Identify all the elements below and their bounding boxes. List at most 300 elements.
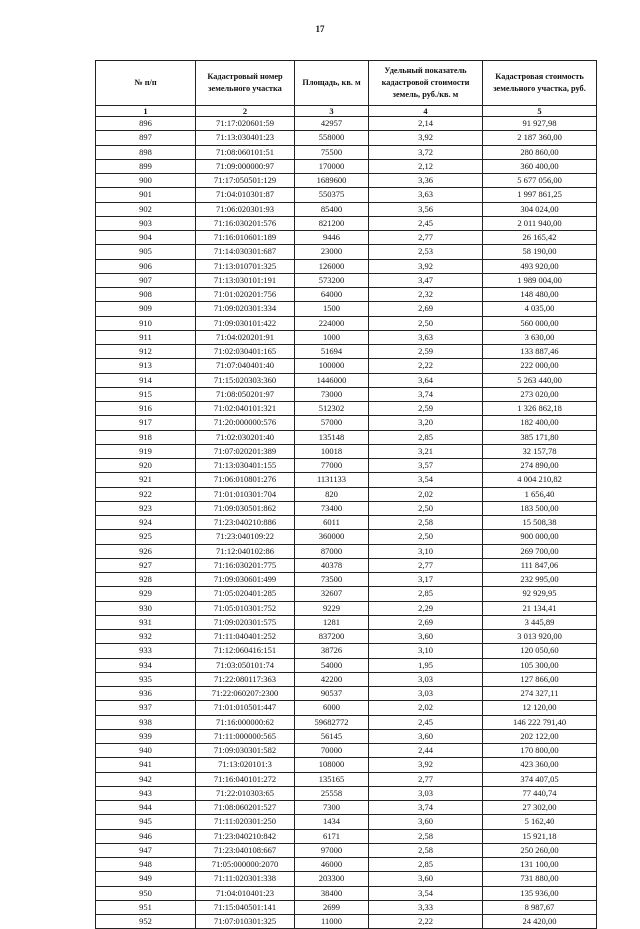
cadastral-number-cell: 71:16:030201:576	[196, 216, 295, 230]
area-cell: 1281	[295, 615, 369, 629]
cadastral-value-cell: 731 880,00	[483, 872, 597, 886]
cadastral-number-cell: 71:17:050501:129	[196, 174, 295, 188]
cadastral-value-cell: 146 222 791,40	[483, 715, 597, 729]
cadastral-number-cell: 71:11:040401:252	[196, 630, 295, 644]
specific-indicator-cell: 3,54	[369, 886, 483, 900]
table-header-row	[96, 61, 597, 106]
area-cell: 6011	[295, 516, 369, 530]
row-number-cell: 948	[96, 858, 196, 872]
area-cell: 558000	[295, 131, 369, 145]
cadastral-number-cell: 71:16:040101:272	[196, 772, 295, 786]
cadastral-value-cell: 900 000,00	[483, 530, 597, 544]
cadastral-number-cell: 71:04:020201:91	[196, 330, 295, 344]
area-cell: 224000	[295, 316, 369, 330]
row-number-cell: 918	[96, 430, 196, 444]
table-row	[96, 430, 597, 444]
row-number-cell: 936	[96, 687, 196, 701]
cadastral-value-cell: 374 407,05	[483, 772, 597, 786]
specific-indicator-cell: 2,14	[369, 117, 483, 131]
cadastral-value-cell: 360 400,00	[483, 159, 597, 173]
column-number: 1	[96, 106, 196, 117]
cadastral-value-cell: 182 400,00	[483, 416, 597, 430]
row-number-cell: 902	[96, 202, 196, 216]
area-cell: 170000	[295, 159, 369, 173]
specific-indicator-cell: 2,85	[369, 430, 483, 444]
specific-indicator-cell: 3,36	[369, 174, 483, 188]
area-cell: 59682772	[295, 715, 369, 729]
table-row	[96, 345, 597, 359]
table-row	[96, 444, 597, 458]
row-number-cell: 899	[96, 159, 196, 173]
specific-indicator-cell: 2,59	[369, 345, 483, 359]
table-row	[96, 273, 597, 287]
specific-indicator-cell: 3,92	[369, 131, 483, 145]
specific-indicator-cell: 2,58	[369, 843, 483, 857]
specific-indicator-cell: 3,72	[369, 145, 483, 159]
header-cadastral-number: Кадастровый номер земельного участка	[196, 61, 295, 106]
table-row	[96, 630, 597, 644]
table-row	[96, 615, 597, 629]
cadastral-value-cell: 21 134,41	[483, 601, 597, 615]
area-cell: 38726	[295, 644, 369, 658]
row-number-cell: 897	[96, 131, 196, 145]
row-number-cell: 907	[96, 273, 196, 287]
cadastral-value-cell: 148 480,00	[483, 288, 597, 302]
area-cell: 90537	[295, 687, 369, 701]
area-cell: 6000	[295, 701, 369, 715]
cadastral-number-cell: 71:15:020303:360	[196, 373, 295, 387]
row-number-cell: 927	[96, 558, 196, 572]
cadastral-number-cell: 71:05:000000:2070	[196, 858, 295, 872]
row-number-cell: 916	[96, 402, 196, 416]
row-number-cell: 901	[96, 188, 196, 202]
row-number-cell: 924	[96, 516, 196, 530]
column-number: 5	[483, 106, 597, 117]
row-number-cell: 931	[96, 615, 196, 629]
specific-indicator-cell: 2,32	[369, 288, 483, 302]
cadastral-value-cell: 1 326 862,18	[483, 402, 597, 416]
row-number-cell: 898	[96, 145, 196, 159]
header-specific-indicator: Удельный показатель кадастровой стоимости земель, руб./кв. м	[369, 61, 483, 106]
specific-indicator-cell: 2,69	[369, 302, 483, 316]
specific-indicator-cell: 3,60	[369, 630, 483, 644]
cadastral-number-cell: 71:23:040210:842	[196, 829, 295, 843]
row-number-cell: 930	[96, 601, 196, 615]
specific-indicator-cell: 2,22	[369, 359, 483, 373]
row-number-cell: 952	[96, 915, 196, 929]
cadastral-number-cell: 71:22:080117:363	[196, 672, 295, 686]
cadastral-value-cell: 120 050,60	[483, 644, 597, 658]
row-number-cell: 923	[96, 501, 196, 515]
area-cell: 70000	[295, 744, 369, 758]
table-row	[96, 900, 597, 914]
cadastral-value-cell: 24 420,00	[483, 915, 597, 929]
specific-indicator-cell: 3,74	[369, 387, 483, 401]
specific-indicator-cell: 3,74	[369, 801, 483, 815]
area-cell: 38400	[295, 886, 369, 900]
cadastral-number-cell: 71:14:030301:687	[196, 245, 295, 259]
cadastral-value-cell: 3 013 920,00	[483, 630, 597, 644]
area-cell: 9229	[295, 601, 369, 615]
cadastral-number-cell: 71:09:020301:334	[196, 302, 295, 316]
specific-indicator-cell: 3,21	[369, 444, 483, 458]
table-row	[96, 843, 597, 857]
cadastral-number-cell: 71:16:000000:62	[196, 715, 295, 729]
cadastral-number-cell: 71:02:040101:321	[196, 402, 295, 416]
specific-indicator-cell: 3,03	[369, 786, 483, 800]
table-row	[96, 801, 597, 815]
table-row	[96, 459, 597, 473]
cadastral-number-cell: 71:13:030101:191	[196, 273, 295, 287]
row-number-cell: 905	[96, 245, 196, 259]
cadastral-value-cell: 3 630,00	[483, 330, 597, 344]
cadastral-value-cell: 111 847,06	[483, 558, 597, 572]
cadastral-value-cell: 32 157,78	[483, 444, 597, 458]
table-row	[96, 131, 597, 145]
row-number-cell: 909	[96, 302, 196, 316]
cadastral-value-cell: 232 995,00	[483, 573, 597, 587]
specific-indicator-cell: 2,50	[369, 316, 483, 330]
cadastral-number-cell: 71:13:020101:3	[196, 758, 295, 772]
row-number-cell: 929	[96, 587, 196, 601]
table-row	[96, 373, 597, 387]
cadastral-value-cell: 269 700,00	[483, 544, 597, 558]
cadastral-number-cell: 71:22:010303:65	[196, 786, 295, 800]
specific-indicator-cell: 3,63	[369, 188, 483, 202]
area-cell: 25558	[295, 786, 369, 800]
area-cell: 6171	[295, 829, 369, 843]
specific-indicator-cell: 3,60	[369, 815, 483, 829]
table-row	[96, 886, 597, 900]
table-row	[96, 330, 597, 344]
cadastral-number-cell: 71:09:030501:862	[196, 501, 295, 515]
table-row	[96, 715, 597, 729]
cadastral-value-cell: 304 024,00	[483, 202, 597, 216]
table-row	[96, 530, 597, 544]
specific-indicator-cell: 3,60	[369, 872, 483, 886]
table-body	[96, 117, 597, 929]
area-cell: 42200	[295, 672, 369, 686]
area-cell: 42957	[295, 117, 369, 131]
cadastral-value-cell: 202 122,00	[483, 729, 597, 743]
table-row	[96, 858, 597, 872]
row-number-cell: 935	[96, 672, 196, 686]
row-number-cell: 945	[96, 815, 196, 829]
cadastral-number-cell: 71:01:020201:756	[196, 288, 295, 302]
specific-indicator-cell: 3,03	[369, 687, 483, 701]
table-row	[96, 516, 597, 530]
row-number-cell: 937	[96, 701, 196, 715]
table-row	[96, 729, 597, 743]
row-number-cell: 951	[96, 900, 196, 914]
row-number-cell: 917	[96, 416, 196, 430]
cadastral-value-cell: 274 890,00	[483, 459, 597, 473]
table-row	[96, 573, 597, 587]
area-cell: 85400	[295, 202, 369, 216]
cadastral-number-cell: 71:01:010501:447	[196, 701, 295, 715]
cadastral-value-cell: 493 920,00	[483, 259, 597, 273]
cadastral-value-cell: 15 508,38	[483, 516, 597, 530]
cadastral-number-cell: 71:08:060101:51	[196, 145, 295, 159]
specific-indicator-cell: 3,56	[369, 202, 483, 216]
cadastral-number-cell: 71:03:050101:74	[196, 658, 295, 672]
column-number: 3	[295, 106, 369, 117]
table-row	[96, 601, 597, 615]
header-cadastral-value: Кадастровая стоимость земельного участка, руб.	[483, 61, 597, 106]
row-number-cell: 926	[96, 544, 196, 558]
cadastral-value-cell: 8 987,67	[483, 900, 597, 914]
row-number-cell: 947	[96, 843, 196, 857]
row-number-cell: 925	[96, 530, 196, 544]
cadastral-number-cell: 71:13:010701:325	[196, 259, 295, 273]
cadastral-number-cell: 71:17:020601:59	[196, 117, 295, 131]
cadastral-number-cell: 71:06:020301:93	[196, 202, 295, 216]
table-row	[96, 687, 597, 701]
cadastral-value-cell: 1 656,40	[483, 487, 597, 501]
row-number-cell: 904	[96, 231, 196, 245]
area-cell: 1000	[295, 330, 369, 344]
row-number-cell: 944	[96, 801, 196, 815]
row-number-cell: 910	[96, 316, 196, 330]
cadastral-number-cell: 71:02:030401:165	[196, 345, 295, 359]
table-row	[96, 915, 597, 929]
cadastral-value-cell: 105 300,00	[483, 658, 597, 672]
row-number-cell: 950	[96, 886, 196, 900]
area-cell: 7300	[295, 801, 369, 815]
cadastral-number-cell: 71:16:030201:775	[196, 558, 295, 572]
specific-indicator-cell: 2,53	[369, 245, 483, 259]
cadastral-value-cell: 131 100,00	[483, 858, 597, 872]
cadastral-number-cell: 71:13:030401:23	[196, 131, 295, 145]
specific-indicator-cell: 3,17	[369, 573, 483, 587]
table-row	[96, 202, 597, 216]
cadastral-value-cell: 92 929,95	[483, 587, 597, 601]
table-row	[96, 829, 597, 843]
table-row	[96, 786, 597, 800]
table-row	[96, 117, 597, 131]
row-number-cell: 920	[96, 459, 196, 473]
row-number-cell: 938	[96, 715, 196, 729]
area-cell: 126000	[295, 259, 369, 273]
area-cell: 32607	[295, 587, 369, 601]
area-cell: 73400	[295, 501, 369, 515]
row-number-cell: 906	[96, 259, 196, 273]
cadastral-value-cell: 273 020,00	[483, 387, 597, 401]
cadastral-value-cell: 3 445,89	[483, 615, 597, 629]
area-cell: 135165	[295, 772, 369, 786]
specific-indicator-cell: 2,22	[369, 915, 483, 929]
area-cell: 1500	[295, 302, 369, 316]
cadastral-value-cell: 1 997 861,25	[483, 188, 597, 202]
specific-indicator-cell: 3,57	[369, 459, 483, 473]
specific-indicator-cell: 2,77	[369, 772, 483, 786]
cadastral-number-cell: 71:07:040401:40	[196, 359, 295, 373]
cadastral-value-cell: 423 360,00	[483, 758, 597, 772]
area-cell: 1434	[295, 815, 369, 829]
table-row	[96, 216, 597, 230]
table-row	[96, 872, 597, 886]
row-number-cell: 949	[96, 872, 196, 886]
area-cell: 46000	[295, 858, 369, 872]
cadastral-number-cell: 71:07:020201:389	[196, 444, 295, 458]
specific-indicator-cell: 2,45	[369, 216, 483, 230]
area-cell: 56145	[295, 729, 369, 743]
table-row	[96, 544, 597, 558]
area-cell: 837200	[295, 630, 369, 644]
table-row	[96, 387, 597, 401]
table-row	[96, 644, 597, 658]
row-number-cell: 903	[96, 216, 196, 230]
specific-indicator-cell: 2,12	[369, 159, 483, 173]
row-number-cell: 912	[96, 345, 196, 359]
table-row	[96, 159, 597, 173]
specific-indicator-cell: 2,02	[369, 701, 483, 715]
cadastral-number-cell: 71:09:030301:582	[196, 744, 295, 758]
area-cell: 87000	[295, 544, 369, 558]
cadastral-value-cell: 250 260,00	[483, 843, 597, 857]
cadastral-value-cell: 127 866,00	[483, 672, 597, 686]
specific-indicator-cell: 3,60	[369, 729, 483, 743]
row-number-cell: 921	[96, 473, 196, 487]
specific-indicator-cell: 2,77	[369, 558, 483, 572]
area-cell: 550375	[295, 188, 369, 202]
cadastral-value-cell: 1 989 004,00	[483, 273, 597, 287]
cadastral-value-cell: 560 000,00	[483, 316, 597, 330]
specific-indicator-cell: 3,54	[369, 473, 483, 487]
area-cell: 73000	[295, 387, 369, 401]
area-cell: 1446000	[295, 373, 369, 387]
cadastral-value-cell: 4 035,00	[483, 302, 597, 316]
area-cell: 23000	[295, 245, 369, 259]
cadastral-value-cell: 26 165,42	[483, 231, 597, 245]
specific-indicator-cell: 3,92	[369, 259, 483, 273]
cadastral-value-cell: 133 887,46	[483, 345, 597, 359]
specific-indicator-cell: 3,10	[369, 644, 483, 658]
cadastral-value-cell: 5 677 056,00	[483, 174, 597, 188]
cadastral-number-cell: 71:20:000000:576	[196, 416, 295, 430]
area-cell: 64000	[295, 288, 369, 302]
cadastral-number-cell: 71:09:000000:97	[196, 159, 295, 173]
specific-indicator-cell: 2,58	[369, 516, 483, 530]
cadastral-value-cell: 77 440,74	[483, 786, 597, 800]
area-cell: 54000	[295, 658, 369, 672]
table-row	[96, 815, 597, 829]
cadastral-number-cell: 71:05:020401:285	[196, 587, 295, 601]
specific-indicator-cell: 3,63	[369, 330, 483, 344]
row-number-cell: 942	[96, 772, 196, 786]
area-cell: 135148	[295, 430, 369, 444]
area-cell: 2699	[295, 900, 369, 914]
area-cell: 360000	[295, 530, 369, 544]
row-number-cell: 913	[96, 359, 196, 373]
row-number-cell: 896	[96, 117, 196, 131]
row-number-cell: 908	[96, 288, 196, 302]
cadastral-number-cell: 71:23:040108:667	[196, 843, 295, 857]
cadastral-value-cell: 183 500,00	[483, 501, 597, 515]
table-row	[96, 359, 597, 373]
area-cell: 108000	[295, 758, 369, 772]
specific-indicator-cell: 3,20	[369, 416, 483, 430]
cadastral-number-cell: 71:12:060416:151	[196, 644, 295, 658]
table-row	[96, 701, 597, 715]
cadastral-number-cell: 71:22:060207:2300	[196, 687, 295, 701]
row-number-cell: 919	[96, 444, 196, 458]
specific-indicator-cell: 3,03	[369, 672, 483, 686]
table-row	[96, 402, 597, 416]
table-row	[96, 231, 597, 245]
area-cell: 203300	[295, 872, 369, 886]
area-cell: 1131133	[295, 473, 369, 487]
table-row	[96, 302, 597, 316]
area-cell: 11000	[295, 915, 369, 929]
cadastral-number-cell: 71:23:040109:22	[196, 530, 295, 544]
table-row	[96, 772, 597, 786]
cadastral-value-cell: 385 171,80	[483, 430, 597, 444]
cadastral-value-cell: 2 187 360,00	[483, 131, 597, 145]
cadastral-value-cell: 27 302,00	[483, 801, 597, 815]
area-cell: 10018	[295, 444, 369, 458]
specific-indicator-cell: 3,33	[369, 900, 483, 914]
cadastral-value-cell: 170 800,00	[483, 744, 597, 758]
column-number: 4	[369, 106, 483, 117]
cadastral-value-cell: 2 011 940,00	[483, 216, 597, 230]
cadastral-number-cell: 71:09:030601:499	[196, 573, 295, 587]
cadastral-number-cell: 71:23:040210:886	[196, 516, 295, 530]
cadastral-number-cell: 71:11:000000:565	[196, 729, 295, 743]
cadastral-value-cell: 222 000,00	[483, 359, 597, 373]
cadastral-value-cell: 91 927,98	[483, 117, 597, 131]
cadastral-number-cell: 71:06:010801:276	[196, 473, 295, 487]
cadastral-value-cell: 15 921,18	[483, 829, 597, 843]
cadastral-number-cell: 71:07:010301:325	[196, 915, 295, 929]
table-row	[96, 245, 597, 259]
specific-indicator-cell: 1,95	[369, 658, 483, 672]
area-cell: 820	[295, 487, 369, 501]
table-row	[96, 259, 597, 273]
table-row	[96, 558, 597, 572]
row-number-cell: 946	[96, 829, 196, 843]
row-number-cell: 941	[96, 758, 196, 772]
specific-indicator-cell: 3,47	[369, 273, 483, 287]
row-number-cell: 933	[96, 644, 196, 658]
specific-indicator-cell: 2,77	[369, 231, 483, 245]
cadastral-number-cell: 71:11:020301:338	[196, 872, 295, 886]
area-cell: 573200	[295, 273, 369, 287]
table-row	[96, 672, 597, 686]
cadastral-value-cell: 5 263 440,00	[483, 373, 597, 387]
row-number-cell: 939	[96, 729, 196, 743]
cadastral-value-cell: 12 120,00	[483, 701, 597, 715]
area-cell: 9446	[295, 231, 369, 245]
cadastral-value-table	[95, 60, 597, 929]
cadastral-number-cell: 71:08:050201:97	[196, 387, 295, 401]
header-area: Площадь, кв. м	[295, 61, 369, 106]
specific-indicator-cell: 2,50	[369, 530, 483, 544]
row-number-cell: 914	[96, 373, 196, 387]
area-cell: 51694	[295, 345, 369, 359]
page-number: 17	[315, 24, 325, 34]
cadastral-number-cell: 71:13:030401:155	[196, 459, 295, 473]
table-row	[96, 288, 597, 302]
area-cell: 97000	[295, 843, 369, 857]
cadastral-value-cell: 135 936,00	[483, 886, 597, 900]
row-number-cell: 900	[96, 174, 196, 188]
cadastral-number-cell: 71:09:020301:575	[196, 615, 295, 629]
table-row	[96, 658, 597, 672]
row-number-cell: 943	[96, 786, 196, 800]
column-number: 2	[196, 106, 295, 117]
area-cell: 77000	[295, 459, 369, 473]
